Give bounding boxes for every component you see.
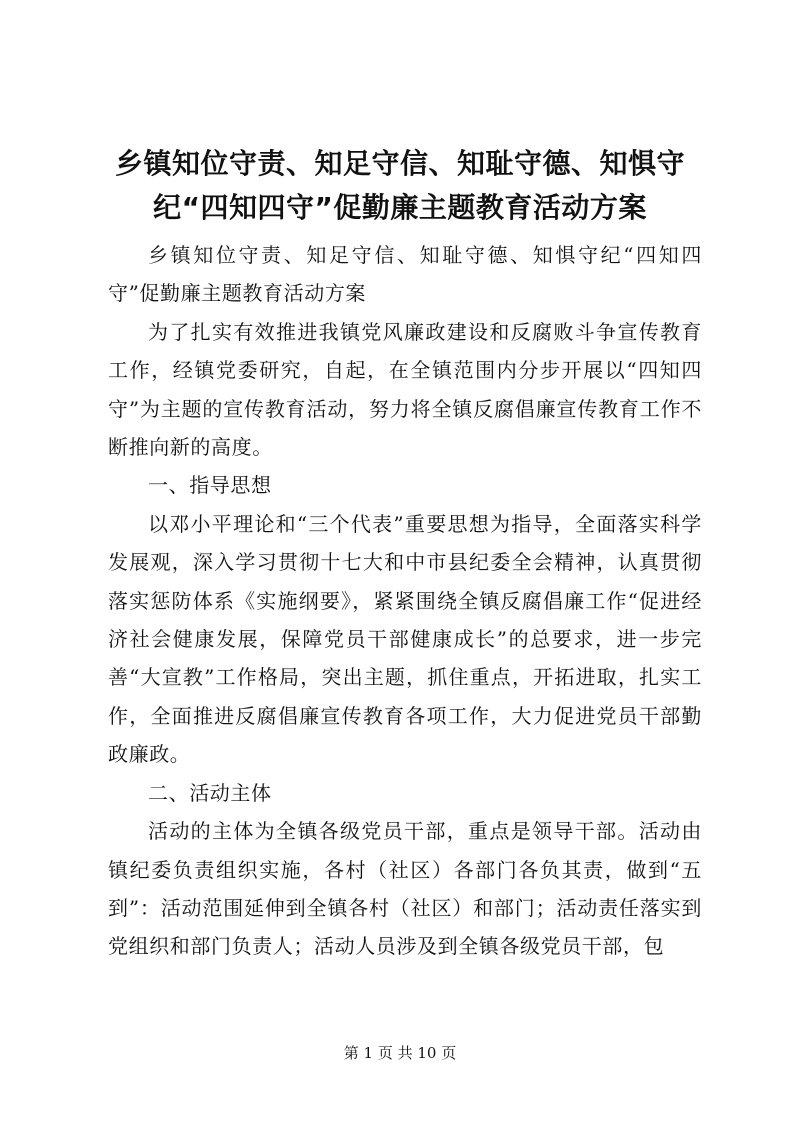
document-body [108,236,702,966]
section-heading-activity-subject: 二、活动主体 [148,780,272,805]
document-title: 乡镇知位守责、知足守信、知耻守德、知惧守纪“四知四守”促勤廉主题教育活动方案 [114,147,685,224]
paragraph-activity-subject: 活动的主体为全镇各级党员干部，重点是领导干部。活动由镇纪委负责组织实施，各村（社区）各部门各负其责，做到“五到”：活动范围延伸到全镇各村（社区）和部门；活动责任落实到党组织和部门负责人；活动人员涉及到全镇各级党员干部，包 [108,819,702,959]
section-heading-guiding-ideology: 一、指导思想 [148,473,272,498]
paragraph-subtitle: 乡镇知位守责、知足守信、知耻守德、知惧守纪“四知四守”促勤廉主题教育活动方案 [108,243,702,306]
page-number-footer: 第 1 页 共 10 页 [343,1044,457,1062]
paragraph-guiding-ideology: 以邓小平理论和“三个代表”重要思想为指导，全面落实科学发展观，深入学习贯彻十七大和中市县纪委全会精神，认真贯彻落实惩防体系《实施纲要》，紧紧围绕全镇反腐倡廉工作“促进经济社会健康发展，保障党员干部健康成长”的总要求，进一步完善“大宣教”工作格局，突出主题，抓住重点，开拓进取，扎实工作，全面推进反腐倡廉宣传教育各项工作，大力促进党员干部勤政廉政。 [108,511,702,767]
paragraph-intro: 为了扎实有效推进我镇党风廉政建设和反腐败斗争宣传教育工作，经镇党委研究，自起，在全镇范围内分步开展以“四知四守”为主题的宣传教育活动，努力将全镇反腐倡廉宣传教育工作不断推向新的高度。 [108,319,702,460]
